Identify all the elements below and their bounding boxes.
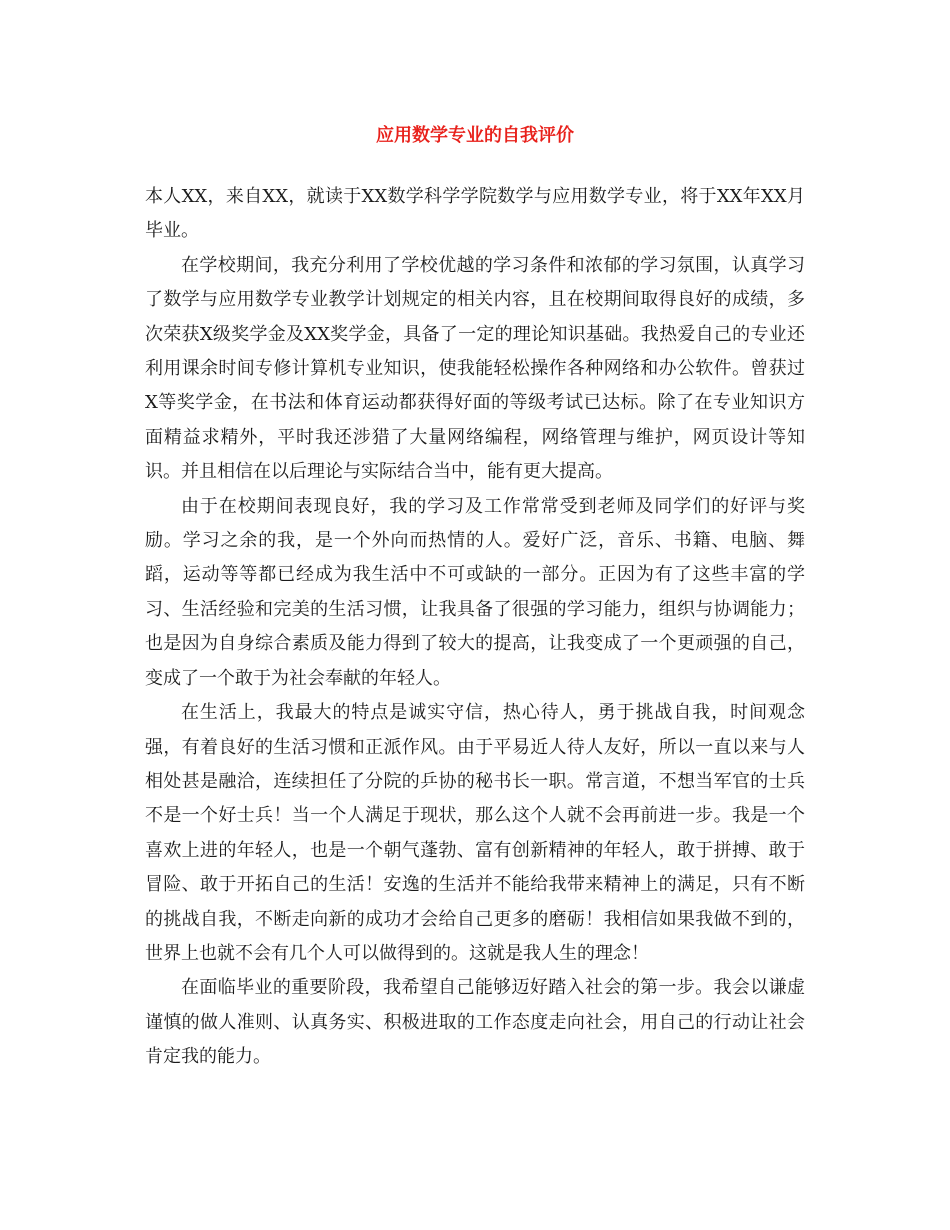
paragraph-life: 在生活上，我最大的特点是诚实守信，热心待人，勇于挑战自我，时间观念强，有着良好的生活习惯和正派作风。由于平易近人待人友好，所以一直以来与人相处甚是融洽，连续担任了分院的乒协的秘书长一职。常言道，不想当军官的士兵不是一个好士兵！当一个人满足于现状，那么这个人就不会再前进一步。我是一个喜欢上进的年轻人，也是一个朝气蓬勃、富有创新精神的年轻人，敢于拼搏、敢于冒险、敢于开拓自己的生活！安逸的生活并不能给我带来精神上的满足，只有不断的挑战自我，不断走向新的成功才会给自己更多的磨砺！我相信如果我做不到的，世界上也就不会有几个人可以做得到的。这就是我人生的理念！ bbox=[145, 702, 805, 964]
document-title: 应用数学专业的自我评价 bbox=[376, 125, 574, 146]
paragraph-intro: 本人XX，来自XX，就读于XX数学科学学院数学与应用数学专业，将于XX年XX月毕业。 bbox=[145, 186, 805, 242]
paragraph-study: 在学校期间，我充分利用了学校优越的学习条件和浓郁的学习氛围，认真学习了数学与应用数学专业教学计划规定的相关内容，且在校期间取得良好的成绩，多次荣获X级奖学金及XX奖学金，具备了一定的理论知识基础。我热爱自己的专业还利用课余时间专修计算机专业知识，使我能轻松操作各种网络和办公软件。曾获过X等奖学金，在书法和体育运动都获得好面的等级考试已达标。除了在专业知识方面精益求精外，平时我还涉猎了大量网络编程，网络管理与维护，网页设计等知识。并且相信在以后理论与实际结合当中，能有更大提高。 bbox=[145, 254, 805, 483]
document-body bbox=[145, 180, 805, 1075]
paragraph-performance: 由于在校期间表现良好，我的学习及工作常常受到老师及同学们的好评与奖励。学习之余的我，是一个外向而热情的人。爱好广泛，音乐、书籍、电脑、舞蹈，运动等等都已经成为我生活中不可或缺的一部分。正因为有了这些丰富的学习、生活经验和完美的生活习惯，让我具备了很强的学习能力，组织与协调能力；也是因为自身综合素质及能力得到了较大的提高，让我变成了一个更顽强的自己，变成了一个敢于为社会奉献的年轻人。 bbox=[145, 495, 805, 689]
paragraph-graduation: 在面临毕业的重要阶段，我希望自己能够迈好踏入社会的第一步。我会以谦虚谨慎的做人准则、认真务实、积极进取的工作态度走向社会，用自己的行动让社会肯定我的能力。 bbox=[145, 977, 805, 1068]
